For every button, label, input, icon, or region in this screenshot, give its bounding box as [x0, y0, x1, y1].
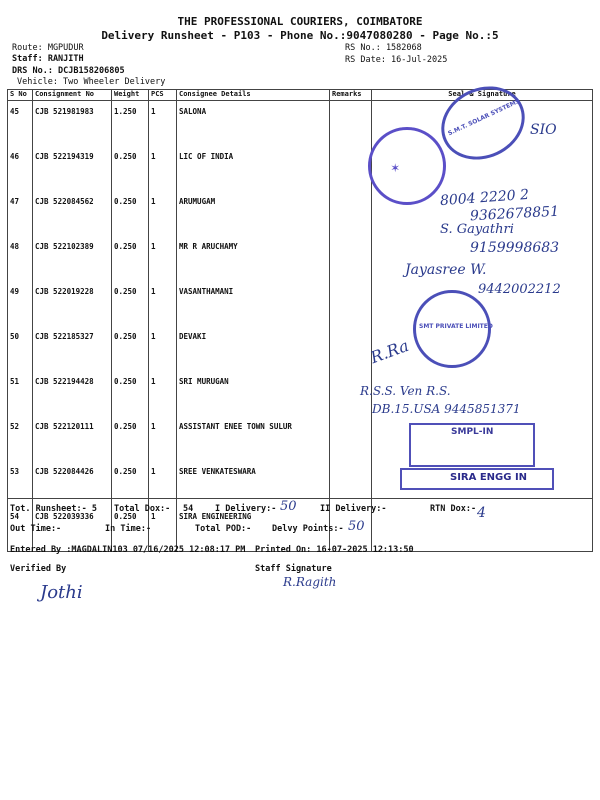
total-dox-label: Total Dox:- — [114, 504, 171, 514]
cell-sno: 53 — [8, 461, 33, 506]
total-dox-value: 54 — [183, 504, 194, 514]
cell-sno: 54 — [8, 506, 33, 552]
cell-remarks — [330, 416, 372, 461]
cell-sno: 45 — [8, 101, 33, 147]
cell-weight: 1.250 — [112, 101, 149, 147]
stamp-text: S.M.T. SOLAR SYSTEMS — [446, 97, 522, 138]
cell-consignment: CJB 522084426 — [33, 461, 112, 506]
cell-weight: 0.250 — [112, 326, 149, 371]
cell-consignment: CJB 522120111 — [33, 416, 112, 461]
cell-consignee: SIRA ENGINEERING — [177, 506, 330, 552]
cell-consignee: VASANTHAMANI — [177, 281, 330, 326]
cell-consignment: CJB 522019228 — [33, 281, 112, 326]
cell-weight: 0.250 — [112, 146, 149, 191]
handwritten-note: SIO — [530, 122, 557, 138]
round-seal-stamp — [368, 127, 446, 205]
table-row — [8, 326, 593, 371]
cell-pcs: 1 — [149, 236, 177, 281]
cell-sno: 50 — [8, 326, 33, 371]
cell-weight: 0.250 — [112, 281, 149, 326]
staff-label: Staff: RANJITH — [12, 54, 84, 64]
out-time-label: Out Time:- — [10, 524, 62, 534]
smpl-rect-stamp — [409, 423, 535, 467]
rs-number: RS No.: 1582068 — [345, 43, 422, 53]
stamp-text: SIRA ENGG IN — [450, 472, 528, 483]
cell-sno: 51 — [8, 371, 33, 416]
cell-consignee: MR R ARUCHAMY — [177, 236, 330, 281]
verified-signature: Jothi — [40, 582, 83, 603]
cell-consignee: ASSISTANT ENEE TOWN SULUR — [177, 416, 330, 461]
cell-remarks — [330, 101, 372, 147]
cell-consignment: CJB 522039336 — [33, 506, 112, 552]
cell-remarks — [330, 191, 372, 236]
cell-consignee: SRI MURUGAN — [177, 371, 330, 416]
col-sno: S No — [8, 90, 33, 101]
cell-remarks — [330, 236, 372, 281]
cell-pcs: 1 — [149, 326, 177, 371]
table-row — [8, 146, 593, 191]
seal-icon: ✶ — [391, 160, 400, 176]
cell-weight: 0.250 — [112, 506, 149, 552]
cell-weight: 0.250 — [112, 416, 149, 461]
cell-consignment: CJB 522084562 — [33, 191, 112, 236]
cell-weight: 0.250 — [112, 236, 149, 281]
cell-consignee: LIC OF INDIA — [177, 146, 330, 191]
cell-sno: 46 — [8, 146, 33, 191]
footer-divider — [7, 498, 592, 499]
cell-sno: 52 — [8, 416, 33, 461]
cell-remarks — [330, 281, 372, 326]
cell-sno: 47 — [8, 191, 33, 236]
cell-pcs: 1 — [149, 461, 177, 506]
ii-delivery-label: II Delivery:- — [320, 504, 387, 514]
in-time-label: In Time:- — [105, 524, 152, 534]
runsheet-title: Delivery Runsheet - P103 - Phone No.:9047080280 - Page No.:5 — [101, 29, 499, 42]
entered-by: Entered By :MAGDALIN103 07/16/2025 12:08:17 PM — [10, 545, 246, 555]
col-seal: Seal & Signature — [372, 90, 593, 101]
handwritten-note: DB.15.USA 9445851371 — [372, 402, 521, 416]
handwritten-note: 9159998683 — [470, 240, 560, 256]
cell-consignment: CJB 522194319 — [33, 146, 112, 191]
cell-pcs: 1 — [149, 101, 177, 147]
total-pod-label: Total POD:- — [195, 524, 252, 534]
handwritten-note: R.Ra — [367, 335, 412, 368]
i-delivery-label: I Delivery:- — [215, 504, 277, 514]
sira-rect-stamp — [400, 468, 554, 490]
cell-consignee: SALONA — [177, 101, 330, 147]
handwritten-note: S. Gayathri — [440, 222, 514, 237]
col-consignee: Consignee Details — [177, 90, 330, 101]
cell-weight: 0.250 — [112, 191, 149, 236]
handwritten-note: 8004 2220 2 — [439, 186, 530, 210]
smt-round-stamp — [413, 290, 491, 368]
cell-pcs: 1 — [149, 371, 177, 416]
staff-signature: R.Ragith — [283, 575, 337, 589]
cell-consignee: ARUMUGAM — [177, 191, 330, 236]
cell-pcs: 1 — [149, 281, 177, 326]
cell-remarks — [330, 326, 372, 371]
cell-consignee: DEVAKI — [177, 326, 330, 371]
handwritten-note: Jayasree W. — [405, 262, 487, 278]
cell-remarks — [330, 146, 372, 191]
cell-consignment: CJB 521981983 — [33, 101, 112, 147]
cell-consignment: CJB 522102389 — [33, 236, 112, 281]
handwritten-note: 9442002212 — [478, 282, 561, 297]
cell-consignment: CJB 522194428 — [33, 371, 112, 416]
printed-on: Printed On: 16-07-2025 12:13:50 — [255, 545, 414, 555]
cell-consignment: CJB 522185327 — [33, 326, 112, 371]
cell-pcs: 1 — [149, 146, 177, 191]
cell-remarks — [330, 461, 372, 506]
tot-runsheet: Tot. Runsheet:- 5 — [10, 504, 97, 514]
cell-sno: 48 — [8, 236, 33, 281]
cell-pcs: 1 — [149, 506, 177, 552]
verified-by-label: Verified By — [10, 564, 67, 574]
cell-sno: 49 — [8, 281, 33, 326]
rtn-dox-label: RTN Dox:- — [430, 504, 477, 514]
vehicle-label: Vehicle: Two Wheeler Delivery — [17, 77, 166, 87]
stamp-text: SMT PRIVATE LIMITED — [419, 323, 493, 330]
drs-number: DRS No.: DCJB158206805 — [12, 66, 125, 76]
handwritten-note: 9362678851 — [469, 203, 560, 225]
delvy-points-label: Delvy Points:- — [272, 524, 344, 534]
company-title: THE PROFESSIONAL COURIERS, COIMBATORE — [177, 15, 423, 28]
cell-weight: 0.250 — [112, 461, 149, 506]
staff-signature-label: Staff Signature — [255, 564, 332, 574]
cell-pcs: 1 — [149, 191, 177, 236]
col-remarks: Remarks — [330, 90, 372, 101]
i-delivery-value: 50 — [280, 499, 297, 514]
stamp-text: SMPL-IN — [451, 427, 494, 437]
handwritten-note: R.S.S. Ven R.S. — [360, 384, 451, 398]
col-pcs: PCS — [149, 90, 177, 101]
cell-consignee: SREE VENKATESWARA — [177, 461, 330, 506]
col-consignment: Consignment No — [33, 90, 112, 101]
rs-date: RS Date: 16-Jul-2025 — [345, 55, 448, 65]
col-weight: Weight — [112, 90, 149, 101]
cell-weight: 0.250 — [112, 371, 149, 416]
rtn-dox-value: 4 — [477, 505, 486, 521]
delvy-points-value: 50 — [348, 519, 365, 534]
route-label: Route: MGPUDUR — [12, 43, 84, 53]
cell-pcs: 1 — [149, 416, 177, 461]
